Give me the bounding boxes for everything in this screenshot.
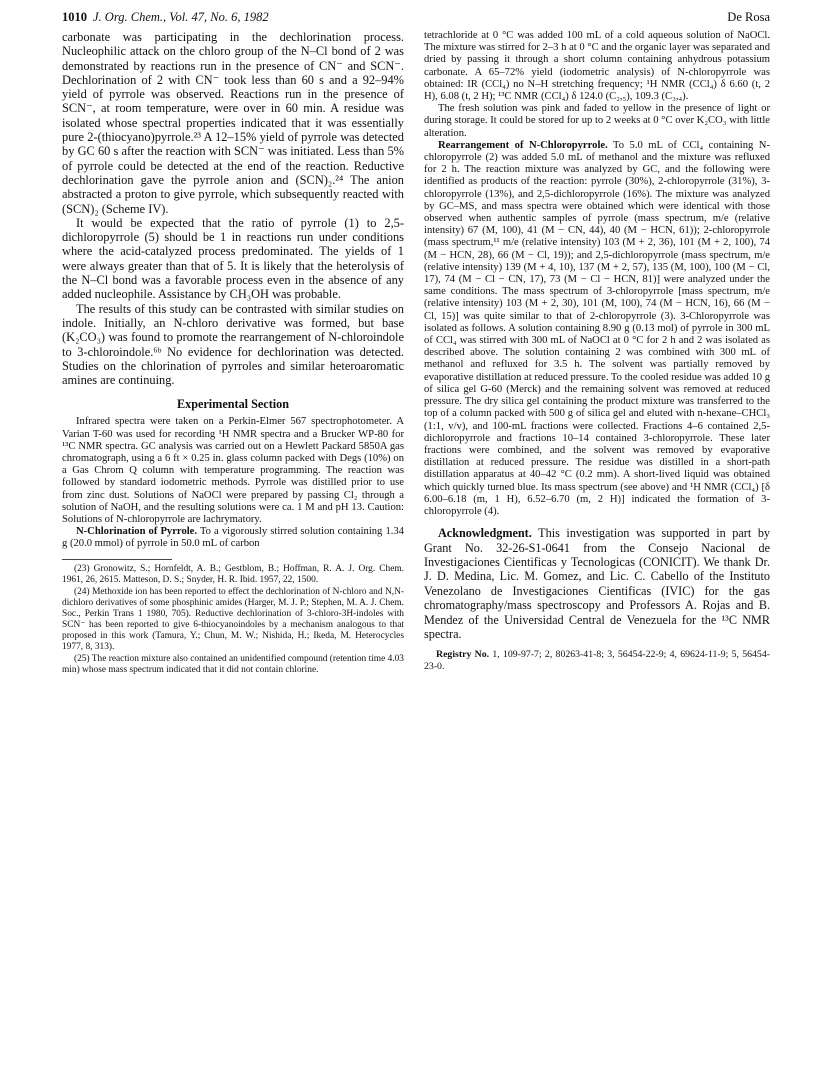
- footnote-25: (25) The reaction mixture also contained an unidentified compound (retention time 4.03 min) whose mass spectrum indicated that it did not contain chlorine.: [62, 653, 404, 675]
- right-paragraph-1: tetrachloride at 0 °C was added 100 mL of a cold aqueous solution of NaOCl. The mixture was stirred for 2–3 h at 0 °C and the organic layer was separated and dried by passing it through a short column containing anhydrous potassium carbonate. A 65–72% yield (iodometric analysis) of N-chloropyrrole was obtained: IR (CCl₄) no N–H stretching frequency; ¹H NMR (CCl₄) δ 6.60 (t, 2 H), 6.08 (t, 2 H); ¹³C NMR (CCl₄) δ 124.0 (C₂,₅), 109.3 (C₃,₄).: [424, 30, 770, 103]
- registry-heading: Registry No.: [436, 649, 490, 661]
- footnote-24: (24) Methoxide ion has been reported to effect the dechlorination of N-chloro and N,N-dichloro derivatives of some phosphinic amides (Harger, M. J. P.; Stephen, M. A. J. Chem. Soc., Perkin Trans 1 1980, 705). Reductive dechlorination of 3-chloro-3H-indoles with SCN⁻ has been reported to give 6-thiocyanoindoles by a mechanism analogous to that proposed in this work (Tamura, Y.; Chun, M. W.; Nishida, H.; Ikeda, M. Heterocycles 1977, 8, 313).: [62, 586, 404, 652]
- experimental-section-heading: Experimental Section: [176, 397, 290, 412]
- rearrangement-heading: Rearrangement of N-Chloropyrrole.: [438, 139, 608, 151]
- footnote-divider: [62, 559, 172, 560]
- page-header: [62, 10, 770, 26]
- footnote-23: (23) Gronowitz, S.; Hornfeldt, A. B.; Gestblom, B.; Hoffman, R. A. J. Org. Chem. 1961, 26, 2615. Matteson, D. S.; Snyder, H. R. Ibid. 1957, 22, 1500.: [62, 563, 404, 585]
- left-paragraph-3: The results of this study can be contrasted with similar studies on indole. Initially, an N-chloro derivative was formed, but base (K₂CO₃) was found to promote the rearrangement of N-chloroindole to 3-chloroindole.⁶ᵇ No evidence for dechlorination was detected. Studies on the chlorination of pyrroles and similar heteroaromatic amines are continuing.: [62, 301, 404, 388]
- left-paragraph-1: carbonate was participating in the dechlorination process. Nucleophilic attack on the chloro group of the N–Cl bond of 2 was demonstrated by reactions run in the presence of CN⁻ and SCN⁻. Dechlorination of 2 with CN⁻ took less than 60 s and a 92–94% yield of pyrrole was observed. Reactions run in the presence of SCN⁻, at room temperature, were over in 60 min. A residue was isolated whose spectral properties indicated that it was essentially pure 2-(thiocyano)pyrrole.²³ A 12–15% yield of pyrrole was detected by GC 60 s after the reaction with SCN⁻ was initiated. Less than 5% of pyrrole could be detected at the end of the reaction. Reductive dechlorination gave the pyrrole anion and (SCN)₂.²⁴ The anion abstracted a proton to give pyrrole, which subsequently reacted with (SCN)₂ (Scheme IV).: [62, 30, 404, 216]
- left-column: [62, 30, 404, 677]
- rearrangement-text: To 5.0 mL of CCl₄ containing N-chloropyrrole (2) was added 5.0 mL of methanol and the mixture was refluxed for 2 h. The reaction mixture was analyzed by GC, and the following were identified as products of the reaction: pyrrole (30%), 2-chloropyrrole (31%), 3-chloropyrrole (13%), and 2,5-dichloropyrrole (16%). The mixture was analyzed by GC–MS, and mass spectra were obtained which were identical with those observed when authentic samples of pyrrole (mass spectrum, m/e (relative intensity) 67 (M, 100), 41 (M − CN, 44), 40 (M − HCN, 61)); 2-chloropyrrole (mass spectrum,¹¹ m/e (relative intensity) 103 (M + 2, 36), 101 (M + 2, 100), 74 (M − HCN, 28), 66 (M − Cl, 19)); and 2,5-dichloropyrrole (mass spectrum, m/e (relative intensity) 139 (M + 4, 10), 137 (M + 2, 57), 135 (M, 100), 100 (M − Cl, 17), 74 (M − Cl − CN, 17), 73 (M − Cl − HCN, 81)] were analyzed under the same conditions. The mass spectrum of 3-chloropyrrole [mass spectrum, m/e (relative intensity) 103 (M + 2, 30), 101 (M, 100), 74 (M − HCN, 16), 66 (M − Cl, 15)] was quite similar to that of 2-chloropyrrole (3). 3-Chloropyrrole was isolated as follows. A solution containing 8.90 g (0.13 mol) of pyrrole in 300 mL of CCl₄ was stirred with 300 mL of NaOCl at 0 °C for 2 h and 2 was isolated as described above. The solution containing 2 was combined with 300 mL of methanol and refluxed for 3.5 h. The solvent was partially removed by evaporative distillation at reduced pressure. To the cooled residue was added 10 g of silica gel G-60 (Merck) and the remaining solvent was removed at reduced pressure. The dry silica gel containing the product mixture was transferred to the top of a column packed with 500 g of silica gel and eluted with n-hexane–CHCl₃ (1:1, v/v), and 100-mL fractions were collected. Fractions 4–6 contained 2,5-dichloropyrrole and fractions 10–14 contained 3-chloropyrrole. These later fractions were combined, and the solvent was removed by evaporative distillation at reduced pressure. The residue was distilled in a short-path distillation apparatus at 40–42 °C (0.2 mm). A short-lived liquid was obtained which quickly turned blue. Its mass spectrum (see above) and ¹H NMR (CCl₄) [δ 6.00–6.18 (m, 1 H), 6.52–6.70 (m, 2 H)] indicated the formation of 3-chloropyrrole (4).: [424, 139, 770, 517]
- acknowledgment-heading: Acknowledgment.: [438, 526, 532, 541]
- right-paragraph-2: The fresh solution was pink and faded to yellow in the presence of light or during storage. It could be stored for up to 2 weeks at 0 °C over K₂CO₃ with little alteration.: [424, 103, 770, 139]
- n-chlorination-paragraph: [62, 526, 404, 550]
- journal-citation: J. Org. Chem., Vol. 47, No. 6, 1982: [93, 10, 269, 24]
- registry-text: 1, 109-97-7; 2, 80263-41-8; 3, 56454-22-9; 4, 69624-11-9; 5, 56454-23-0.: [424, 649, 770, 672]
- acknowledgment-paragraph: [424, 526, 770, 641]
- registry-numbers: [424, 649, 770, 672]
- header-left: [62, 10, 269, 25]
- rearrangement-paragraph: [424, 140, 770, 518]
- n-chlorination-text: To a vigorously stirred solution containing 1.34 g (20.0 mmol) of pyrrole in 50.0 mL of carbon: [62, 526, 404, 550]
- header-author: De Rosa: [727, 10, 770, 24]
- page-number: 1010: [62, 10, 87, 24]
- experimental-paragraph: Infrared spectra were taken on a Perkin-Elmer 567 spectrophotometer. A Varian T-60 was used for recording ¹H NMR spectra and a Brucker WP-80 for ¹³C NMR spectra. GC analysis was carried out on a Hewlett Packard 5850A gas chromatograph, using a 6 ft × 0.25 in. glass column packed with Degs (10%) on a Gas Chrom Q column with temperature programming. The reaction was followed by standard iodometric methods. Pyrrole was distilled prior to use from zinc dust. Solutions of NaOCl were prepared by passing Cl₂ through a solution of NaOH, and the resulting solutions were ca. 1 M and pH 13. Caution: Solutions of N-chloropyrrole are lachrymatory.: [62, 416, 404, 526]
- n-chlorination-heading: N-Chlorination of Pyrrole.: [76, 526, 198, 538]
- acknowledgment-text: This investigation was supported in part by Grant No. 32-26-S1-0641 from the Consejo Nacional de Investigaciones Cientificas y Tecnologicas (CONICIT). We thank Dr. J. D. Medina, Lic. M. Gomez, and Lic. C. Cabello of the Instituto Venezolano de Investigaciones Cientificas (IVIC) for the gas chromatography/mass spectroscopy and Professors A. Rojas and B. Mendez of the Universidad Central de Venezuela for the ¹³C NMR spectra.: [424, 526, 771, 641]
- right-column: [424, 30, 770, 672]
- left-paragraph-2: It would be expected that the ratio of pyrrole (1) to 2,5-dichloropyrrole (5) should be 1 in reactions run under conditions where the acid-catalyzed process predominated. The yields of 1 were always greater than that of 5. It is likely that the heterolysis of the N–Cl bond was a favorable process even in the absence of any added nucleophile. Assistance by CH₃OH was probable.: [62, 215, 404, 302]
- footnotes: [62, 564, 404, 676]
